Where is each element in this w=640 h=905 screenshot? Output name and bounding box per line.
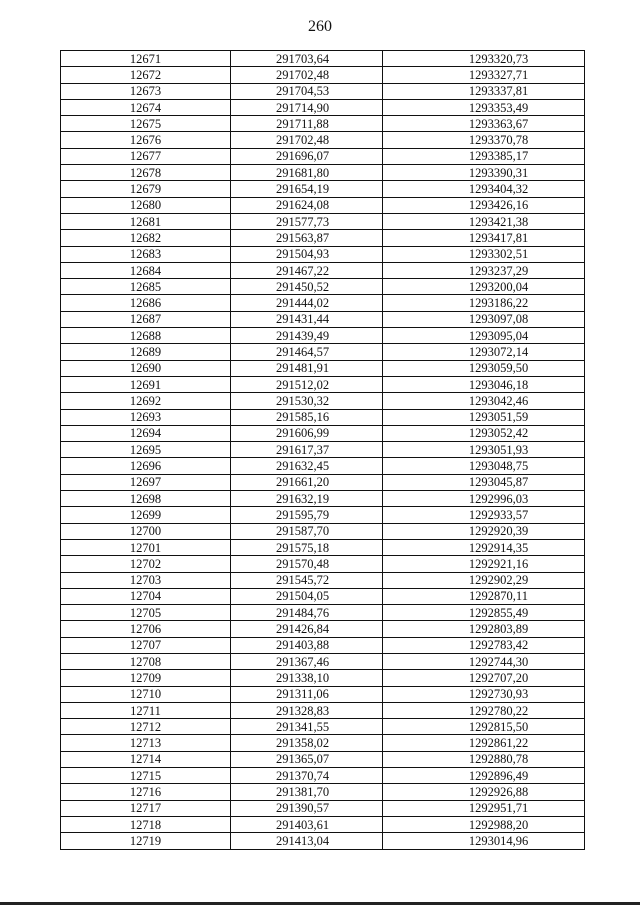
x-coordinate-cell: 291381,70 <box>231 784 383 800</box>
x-coordinate-cell: 291703,64 <box>231 51 383 67</box>
table-row <box>61 116 585 132</box>
table-row <box>61 523 585 539</box>
y-coordinate-cell: 1293417,81 <box>383 230 585 246</box>
table-row <box>61 279 585 295</box>
y-coordinate-cell: 1293421,38 <box>383 213 585 229</box>
x-coordinate-cell: 291577,73 <box>231 213 383 229</box>
y-coordinate-cell: 1292815,50 <box>383 719 585 735</box>
y-coordinate-cell: 1293059,50 <box>383 360 585 376</box>
y-coordinate-cell: 1293072,14 <box>383 344 585 360</box>
table-row <box>61 833 585 849</box>
point-number-cell: 12696 <box>61 458 231 474</box>
point-number-cell: 12681 <box>61 213 231 229</box>
point-number-cell: 12707 <box>61 637 231 653</box>
point-number-cell: 12687 <box>61 311 231 327</box>
y-coordinate-cell: 1293095,04 <box>383 328 585 344</box>
y-coordinate-cell: 1292933,57 <box>383 507 585 523</box>
point-number-cell: 12690 <box>61 360 231 376</box>
table-row <box>61 491 585 507</box>
x-coordinate-cell: 291338,10 <box>231 670 383 686</box>
x-coordinate-cell: 291464,57 <box>231 344 383 360</box>
x-coordinate-cell: 291403,61 <box>231 816 383 832</box>
point-number-cell: 12672 <box>61 67 231 83</box>
table-row <box>61 653 585 669</box>
y-coordinate-cell: 1292780,22 <box>383 702 585 718</box>
page-number: 260 <box>308 18 332 35</box>
y-coordinate-cell: 1293237,29 <box>383 262 585 278</box>
table-row <box>61 197 585 213</box>
table-row <box>61 621 585 637</box>
x-coordinate-cell: 291661,20 <box>231 474 383 490</box>
point-number-cell: 12704 <box>61 588 231 604</box>
table-row <box>61 458 585 474</box>
y-coordinate-cell: 1293052,42 <box>383 425 585 441</box>
x-coordinate-cell: 291365,07 <box>231 751 383 767</box>
point-number-cell: 12699 <box>61 507 231 523</box>
point-number-cell: 12703 <box>61 572 231 588</box>
point-number-cell: 12680 <box>61 197 231 213</box>
point-number-cell: 12702 <box>61 556 231 572</box>
x-coordinate-cell: 291370,74 <box>231 768 383 784</box>
y-coordinate-cell: 1292707,20 <box>383 670 585 686</box>
x-coordinate-cell: 291311,06 <box>231 686 383 702</box>
x-coordinate-cell: 291585,16 <box>231 409 383 425</box>
x-coordinate-cell: 291617,37 <box>231 442 383 458</box>
y-coordinate-cell: 1292902,29 <box>383 572 585 588</box>
point-number-cell: 12716 <box>61 784 231 800</box>
table-row <box>61 572 585 588</box>
x-coordinate-cell: 291632,19 <box>231 491 383 507</box>
x-coordinate-cell: 291390,57 <box>231 800 383 816</box>
point-number-cell: 12710 <box>61 686 231 702</box>
x-coordinate-cell: 291563,87 <box>231 230 383 246</box>
x-coordinate-cell: 291431,44 <box>231 311 383 327</box>
y-coordinate-cell: 1293353,49 <box>383 99 585 115</box>
coordinates-table <box>60 50 585 850</box>
x-coordinate-cell: 291341,55 <box>231 719 383 735</box>
point-number-cell: 12692 <box>61 393 231 409</box>
point-number-cell: 12714 <box>61 751 231 767</box>
table-row <box>61 213 585 229</box>
point-number-cell: 12685 <box>61 279 231 295</box>
x-coordinate-cell: 291714,90 <box>231 99 383 115</box>
x-coordinate-cell: 291587,70 <box>231 523 383 539</box>
point-number-cell: 12673 <box>61 83 231 99</box>
y-coordinate-cell: 1292744,30 <box>383 653 585 669</box>
y-coordinate-cell: 1292920,39 <box>383 523 585 539</box>
y-coordinate-cell: 1292914,35 <box>383 539 585 555</box>
point-number-cell: 12706 <box>61 621 231 637</box>
point-number-cell: 12718 <box>61 816 231 832</box>
table-row <box>61 816 585 832</box>
y-coordinate-cell: 1293390,31 <box>383 165 585 181</box>
y-coordinate-cell: 1292861,22 <box>383 735 585 751</box>
table-row <box>61 311 585 327</box>
x-coordinate-cell: 291595,79 <box>231 507 383 523</box>
x-coordinate-cell: 291467,22 <box>231 262 383 278</box>
point-number-cell: 12686 <box>61 295 231 311</box>
x-coordinate-cell: 291413,04 <box>231 833 383 849</box>
x-coordinate-cell: 291632,45 <box>231 458 383 474</box>
point-number-cell: 12713 <box>61 735 231 751</box>
table-row <box>61 51 585 67</box>
y-coordinate-cell: 1292730,93 <box>383 686 585 702</box>
table-row <box>61 230 585 246</box>
table-row <box>61 768 585 784</box>
table-row <box>61 132 585 148</box>
x-coordinate-cell: 291450,52 <box>231 279 383 295</box>
point-number-cell: 12698 <box>61 491 231 507</box>
table-row <box>61 344 585 360</box>
table-row <box>61 702 585 718</box>
table-row <box>61 637 585 653</box>
table-row <box>61 67 585 83</box>
point-number-cell: 12715 <box>61 768 231 784</box>
table-row <box>61 784 585 800</box>
y-coordinate-cell: 1293046,18 <box>383 376 585 392</box>
x-coordinate-cell: 291504,93 <box>231 246 383 262</box>
y-coordinate-cell: 1293045,87 <box>383 474 585 490</box>
x-coordinate-cell: 291624,08 <box>231 197 383 213</box>
point-number-cell: 12674 <box>61 99 231 115</box>
point-number-cell: 12689 <box>61 344 231 360</box>
x-coordinate-cell: 291575,18 <box>231 539 383 555</box>
table-row <box>61 262 585 278</box>
x-coordinate-cell: 291358,02 <box>231 735 383 751</box>
y-coordinate-cell: 1293200,04 <box>383 279 585 295</box>
table-row <box>61 735 585 751</box>
coordinates-table-body <box>61 51 585 850</box>
y-coordinate-cell: 1292996,03 <box>383 491 585 507</box>
table-row <box>61 474 585 490</box>
y-coordinate-cell: 1293051,59 <box>383 409 585 425</box>
point-number-cell: 12675 <box>61 116 231 132</box>
point-number-cell: 12684 <box>61 262 231 278</box>
y-coordinate-cell: 1293426,16 <box>383 197 585 213</box>
point-number-cell: 12700 <box>61 523 231 539</box>
y-coordinate-cell: 1293404,32 <box>383 181 585 197</box>
x-coordinate-cell: 291702,48 <box>231 132 383 148</box>
table-row <box>61 393 585 409</box>
table-row <box>61 605 585 621</box>
x-coordinate-cell: 291702,48 <box>231 67 383 83</box>
x-coordinate-cell: 291426,84 <box>231 621 383 637</box>
point-number-cell: 12695 <box>61 442 231 458</box>
table-row <box>61 425 585 441</box>
table-row <box>61 588 585 604</box>
y-coordinate-cell: 1293186,22 <box>383 295 585 311</box>
point-number-cell: 12711 <box>61 702 231 718</box>
table-row <box>61 686 585 702</box>
y-coordinate-cell: 1293048,75 <box>383 458 585 474</box>
y-coordinate-cell: 1292803,89 <box>383 621 585 637</box>
table-row <box>61 99 585 115</box>
y-coordinate-cell: 1293370,78 <box>383 132 585 148</box>
point-number-cell: 12691 <box>61 376 231 392</box>
point-number-cell: 12709 <box>61 670 231 686</box>
y-coordinate-cell: 1293385,17 <box>383 148 585 164</box>
y-coordinate-cell: 1293327,71 <box>383 67 585 83</box>
point-number-cell: 12678 <box>61 165 231 181</box>
point-number-cell: 12717 <box>61 800 231 816</box>
y-coordinate-cell: 1292951,71 <box>383 800 585 816</box>
x-coordinate-cell: 291711,88 <box>231 116 383 132</box>
y-coordinate-cell: 1292926,88 <box>383 784 585 800</box>
x-coordinate-cell: 291545,72 <box>231 572 383 588</box>
table-row <box>61 409 585 425</box>
x-coordinate-cell: 291481,91 <box>231 360 383 376</box>
y-coordinate-cell: 1293051,93 <box>383 442 585 458</box>
table-row <box>61 751 585 767</box>
y-coordinate-cell: 1292783,42 <box>383 637 585 653</box>
x-coordinate-cell: 291570,48 <box>231 556 383 572</box>
point-number-cell: 12694 <box>61 425 231 441</box>
point-number-cell: 12697 <box>61 474 231 490</box>
point-number-cell: 12712 <box>61 719 231 735</box>
y-coordinate-cell: 1292921,16 <box>383 556 585 572</box>
point-number-cell: 12683 <box>61 246 231 262</box>
table-row <box>61 295 585 311</box>
point-number-cell: 12688 <box>61 328 231 344</box>
table-row <box>61 360 585 376</box>
point-number-cell: 12705 <box>61 605 231 621</box>
point-number-cell: 12671 <box>61 51 231 67</box>
y-coordinate-cell: 1293320,73 <box>383 51 585 67</box>
point-number-cell: 12676 <box>61 132 231 148</box>
y-coordinate-cell: 1293337,81 <box>383 83 585 99</box>
x-coordinate-cell: 291367,46 <box>231 653 383 669</box>
table-row <box>61 800 585 816</box>
table-row <box>61 165 585 181</box>
table-row <box>61 376 585 392</box>
table-row <box>61 442 585 458</box>
point-number-cell: 12693 <box>61 409 231 425</box>
table-row <box>61 246 585 262</box>
point-number-cell: 12701 <box>61 539 231 555</box>
table-row <box>61 181 585 197</box>
x-coordinate-cell: 291444,02 <box>231 295 383 311</box>
x-coordinate-cell: 291530,32 <box>231 393 383 409</box>
y-coordinate-cell: 1293042,46 <box>383 393 585 409</box>
x-coordinate-cell: 291654,19 <box>231 181 383 197</box>
y-coordinate-cell: 1293097,08 <box>383 311 585 327</box>
y-coordinate-cell: 1292896,49 <box>383 768 585 784</box>
x-coordinate-cell: 291696,07 <box>231 148 383 164</box>
x-coordinate-cell: 291681,80 <box>231 165 383 181</box>
x-coordinate-cell: 291704,53 <box>231 83 383 99</box>
point-number-cell: 12719 <box>61 833 231 849</box>
x-coordinate-cell: 291512,02 <box>231 376 383 392</box>
table-row <box>61 719 585 735</box>
x-coordinate-cell: 291504,05 <box>231 588 383 604</box>
point-number-cell: 12682 <box>61 230 231 246</box>
table-row <box>61 328 585 344</box>
y-coordinate-cell: 1292870,11 <box>383 588 585 604</box>
table-row <box>61 539 585 555</box>
point-number-cell: 12679 <box>61 181 231 197</box>
table-row <box>61 148 585 164</box>
y-coordinate-cell: 1293363,67 <box>383 116 585 132</box>
y-coordinate-cell: 1292988,20 <box>383 816 585 832</box>
y-coordinate-cell: 1292880,78 <box>383 751 585 767</box>
y-coordinate-cell: 1293014,96 <box>383 833 585 849</box>
x-coordinate-cell: 291328,83 <box>231 702 383 718</box>
point-number-cell: 12708 <box>61 653 231 669</box>
table-row <box>61 507 585 523</box>
x-coordinate-cell: 291439,49 <box>231 328 383 344</box>
y-coordinate-cell: 1292855,49 <box>383 605 585 621</box>
point-number-cell: 12677 <box>61 148 231 164</box>
table-row <box>61 556 585 572</box>
table-row <box>61 670 585 686</box>
x-coordinate-cell: 291606,99 <box>231 425 383 441</box>
x-coordinate-cell: 291403,88 <box>231 637 383 653</box>
table-row <box>61 83 585 99</box>
x-coordinate-cell: 291484,76 <box>231 605 383 621</box>
y-coordinate-cell: 1293302,51 <box>383 246 585 262</box>
